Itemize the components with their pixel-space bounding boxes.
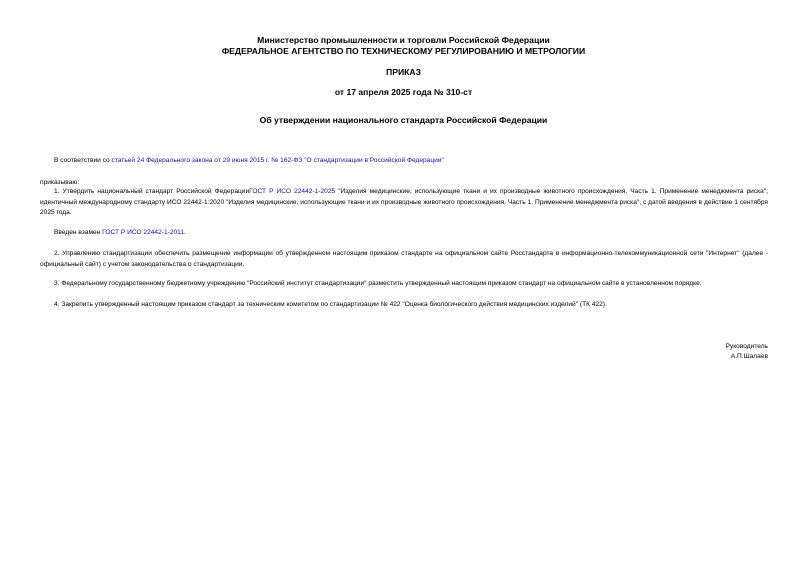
replaced-standard-link[interactable]: ГОСТ Р ИСО 22442-1-2011 xyxy=(102,229,184,236)
subject-heading: Об утверждении национального стандарта Российской Федерации xyxy=(259,115,548,125)
replacement-prefix: Введен взамен xyxy=(54,229,103,236)
item4-paragraph: 4. Закрепить утвержденный настоящим приказом стандарт за техническим комитетом по стандартизации № 422 "Оценка биологического действия медицинских изделий" (ТК 422). xyxy=(54,301,607,308)
item3-paragraph: 3. Федеральному государственному бюджетному учреждению "Российский институт стандартизации" разместить утвержденный настоящим приказом стандарт на официальном сайте в установленном порядке. xyxy=(54,280,702,287)
item1-prefix: 1. Утвердить национальный стандарт Российской Федерации xyxy=(54,188,250,195)
signature-name: А.П.Шалаев xyxy=(730,353,768,360)
preamble-paragraph xyxy=(40,156,768,167)
doc-type-heading: ПРИКАЗ xyxy=(386,67,421,77)
item2-paragraph: 2. Управлению стандартизации обеспечить размещение информации об утвержденном настоящим приказом стандарте на официальном сайте Росстандарта в информационно-телекоммуникационной сети "Интернет" (далее - официальный сайт) с учетом законодательства о стандартизации. xyxy=(40,250,768,268)
replacement-paragraph xyxy=(40,228,768,239)
replacement-suffix: . xyxy=(184,229,186,236)
date-number-heading: от 17 апреля 2025 года № 310-ст xyxy=(334,87,473,97)
item1-suffix: "Изделия медицинские, использующие ткани и их производные животного происхождения. Часть 1. Применение менеджмента риска", идентичный международному стандарту ИСО 22442-1:2020 "Изделия медицинские, использующие ткани и их производные животного происхождения. Часть 1. Применение менеджмента риска", с датой введения в действие 1 сентября 2025 года. xyxy=(40,188,768,217)
ministry-heading: Министерство промышленности и торговли Российской Федерации xyxy=(257,35,550,45)
signature-title: Руководитель xyxy=(725,343,768,350)
item1-paragraph xyxy=(40,187,768,219)
order-word: приказываю: xyxy=(40,179,80,186)
standard-link[interactable]: ГОСТ Р ИСО 22442-1-2025 xyxy=(249,188,336,195)
law-link[interactable]: статьей 24 Федерального закона от 29 июня 2015 г. № 162-ФЗ "О стандартизации в Российской Федерации" xyxy=(111,157,444,164)
agency-heading: ФЕДЕРАЛЬНОЕ АГЕНТСТВО ПО ТЕХНИЧЕСКОМУ РЕГУЛИРОВАНИЮ И МЕТРОЛОГИИ xyxy=(221,46,586,56)
preamble-prefix: В соответствии со xyxy=(54,157,112,164)
